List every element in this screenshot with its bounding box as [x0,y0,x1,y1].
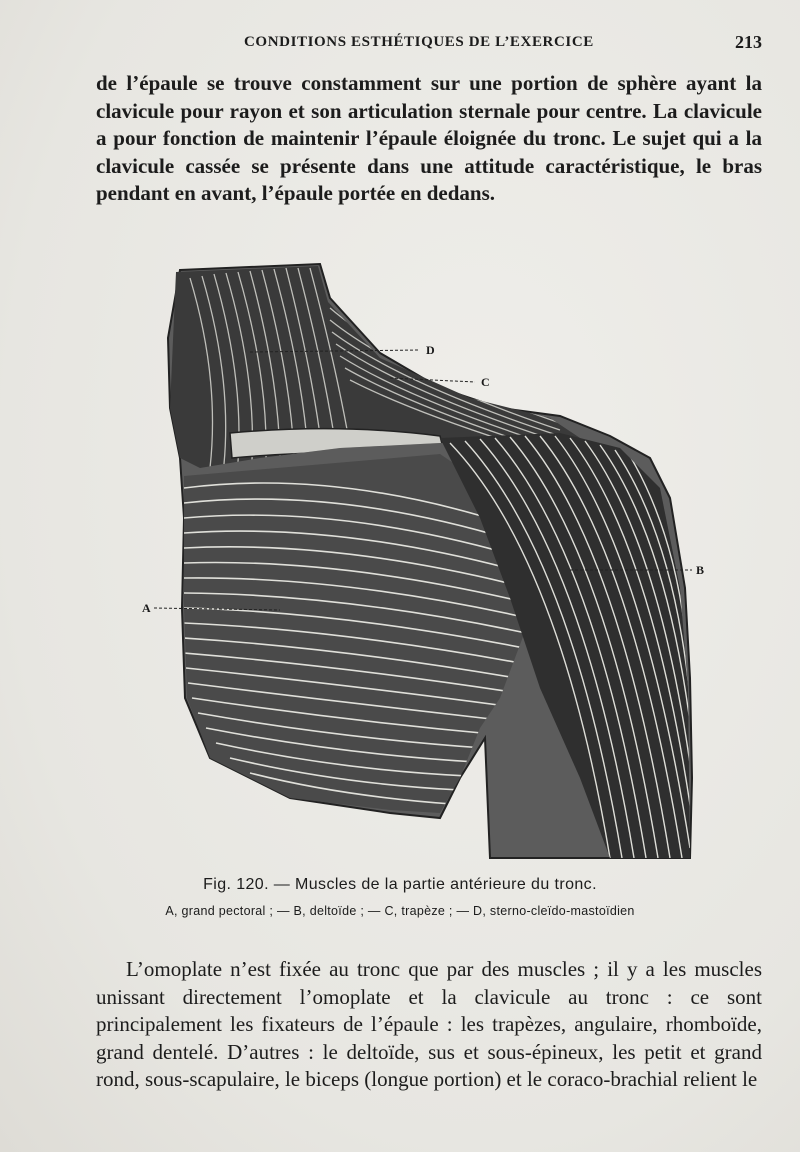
paragraph-top: de l’épaule se trouve constamment sur une portion de sphère ayant la clavicule pour rayon et son articulation sternale pour centre. La clavicule a pour fonction de maintenir l’épaule éloignée du tronc. Le sujet qui a la clavicule cassée se présente dans une attitude caractéristique, le bras pendant en avant, l’épaule portée en dedans. [96,71,762,205]
page-header [96,34,762,56]
label-a: A [142,601,151,615]
page-number: 213 [735,32,762,52]
paragraph-bottom: L’omoplate n’est fixée au tronc que par des muscles ; il y a les muscles unissant directement l’omoplate et la clavicule au tronc : ce sont principalement les fixateurs de l’épaule : les trapèzes, angulaire, rhomboïde, grand dentelé. D’autres : le deltoïde, sus et sous-épineux, les petit et grand rond, sous-scapulaire, le biceps (longue portion) et le coraco-brachial relient le [96,957,762,1091]
label-b: B [696,563,705,577]
label-c: C [481,375,490,389]
running-head: CONDITIONS ESTHÉTIQUES DE L’EXERCICE [244,34,594,50]
anatomical-illustration [140,258,720,864]
figure-legend: A, grand pectoral ; — B, deltoïde ; — C, trapèze ; — D, sterno-cleïdo-mastoïdien [165,904,635,918]
figure-caption: Fig. 120. — Muscles de la partie antérieure du tronc. [203,876,597,893]
label-d: D [426,343,435,357]
